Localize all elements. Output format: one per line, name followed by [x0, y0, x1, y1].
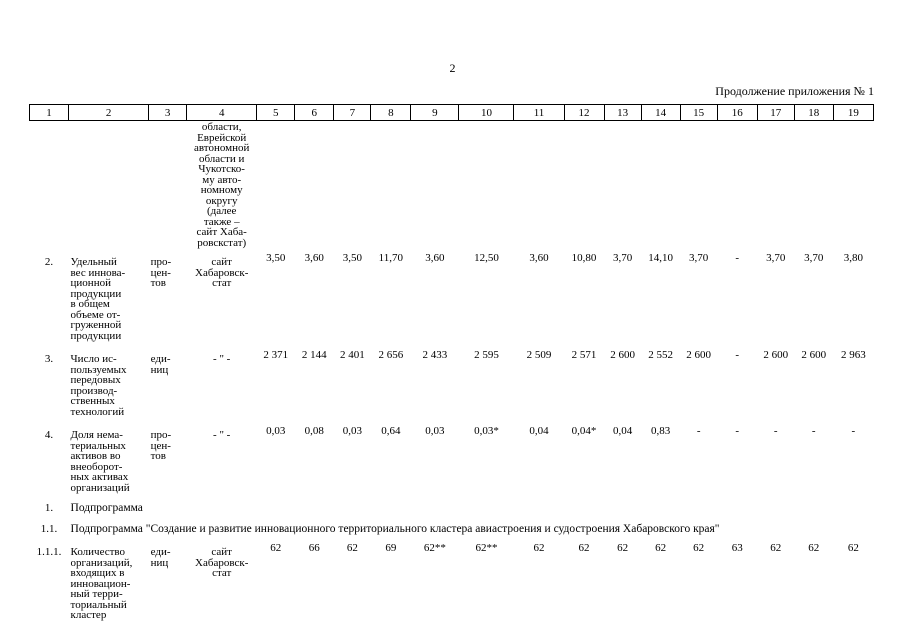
- section-row: [30, 522, 874, 543]
- value-cell: 0,83: [651, 425, 671, 437]
- indicator-name: Доля нема- териальных активов во внеоборот- ных активах организаций: [70, 429, 130, 494]
- value-cell: 2 552: [648, 349, 673, 361]
- value-cell: 62: [533, 542, 545, 554]
- header-cell: 9: [411, 105, 459, 121]
- section-number: 1.1.: [40, 522, 58, 535]
- value-cell: 3,70: [804, 252, 824, 264]
- indicator-name: Количество организаций, входящих в инновацион- ный терри- ториальный кластер: [70, 546, 133, 621]
- value-cell: 3,50: [342, 252, 362, 264]
- value-cell: 62: [346, 542, 358, 554]
- header-cell: 13: [604, 105, 641, 121]
- value-cell: 0,04*: [571, 425, 597, 437]
- header-cell: 6: [295, 105, 334, 121]
- value-cell: 11,70: [378, 252, 404, 264]
- table-row: [30, 252, 874, 349]
- header-row: [30, 105, 874, 121]
- value-cell: 3,70: [612, 252, 633, 264]
- value-cell: 2 600: [763, 349, 789, 361]
- value-cell: 2 571: [571, 349, 597, 361]
- value-cell: 2 371: [263, 349, 289, 361]
- header-cell: 19: [833, 105, 873, 121]
- value-cell: 2 595: [474, 349, 499, 361]
- page-number: 2: [449, 61, 456, 75]
- value-cell: -: [735, 425, 740, 437]
- value-cell: 62: [770, 542, 782, 554]
- table-row: [30, 349, 874, 425]
- continuation-label: Продолжение приложения № 1: [715, 84, 874, 98]
- value-cell: 3,60: [425, 252, 445, 264]
- value-cell: 62**: [423, 542, 446, 554]
- value-cell: 3,80: [843, 252, 864, 264]
- unit-cell: про- цен- тов: [150, 256, 172, 289]
- value-cell: 62: [270, 542, 282, 554]
- row-number: 2.: [44, 256, 54, 268]
- value-cell: 62: [808, 542, 820, 554]
- unit-cell: еди- ниц: [150, 546, 171, 569]
- header-cell: 2: [69, 105, 149, 121]
- value-cell: 0,03: [425, 425, 445, 437]
- value-cell: 2 401: [339, 349, 365, 361]
- header-cell: 18: [794, 105, 833, 121]
- header-cell: 16: [717, 105, 757, 121]
- value-cell: 14,10: [648, 252, 673, 264]
- header-cell: 1: [30, 105, 69, 121]
- header-cell: 4: [187, 105, 257, 121]
- value-cell: 0,64: [381, 425, 401, 437]
- unit-cell: еди- ниц: [150, 353, 171, 376]
- continued-row: [30, 121, 874, 253]
- value-cell: 2 144: [301, 349, 327, 361]
- unit-cell: про- цен- тов: [150, 429, 172, 462]
- value-cell: 2 509: [526, 349, 552, 361]
- value-cell: -: [735, 349, 740, 361]
- value-cell: 3,70: [766, 252, 786, 264]
- indicator-name: Удельный вес иннова- ционной продукции в общем объеме от- груженной продукции: [70, 256, 126, 342]
- table-row: [30, 542, 874, 629]
- header-cell: 7: [334, 105, 371, 121]
- value-cell: 0,03*: [474, 425, 499, 437]
- value-cell: 69: [385, 542, 397, 554]
- value-cell: -: [696, 425, 701, 437]
- header-cell: 3: [149, 105, 187, 121]
- source-cell: - " -: [213, 353, 231, 365]
- value-cell: 0,04: [529, 425, 549, 437]
- value-cell: -: [851, 425, 856, 437]
- header-cell: 15: [680, 105, 717, 121]
- value-cell: -: [773, 425, 778, 437]
- header-cell: 17: [757, 105, 794, 121]
- header-cell: 11: [514, 105, 564, 121]
- value-cell: 3,60: [529, 252, 549, 264]
- value-cell: 3,50: [266, 252, 286, 264]
- header-cell: 10: [459, 105, 514, 121]
- section-row: [30, 501, 874, 522]
- continued-source-cell: области, Еврейской автономной области и Чукотско- му авто- номному округу (далее также – сайт Хаба- ровскстат): [194, 121, 250, 249]
- value-cell: 63: [731, 542, 743, 554]
- header-cell: 14: [641, 105, 680, 121]
- value-cell: 62: [578, 542, 590, 554]
- section-number: 1.: [44, 502, 54, 514]
- table-row: [30, 425, 874, 501]
- value-cell: 3,70: [689, 252, 709, 264]
- value-cell: 62: [847, 542, 859, 554]
- value-cell: 12,50: [474, 252, 499, 264]
- value-cell: 2 600: [686, 349, 712, 361]
- source-cell: - " -: [213, 429, 231, 441]
- indicators-table: [29, 104, 874, 629]
- header-cell: 12: [564, 105, 604, 121]
- value-cell: 62: [693, 542, 705, 554]
- header-cell: 5: [257, 105, 295, 121]
- section-title: Подпрограмма: [70, 502, 143, 514]
- source-cell: сайт Хабаровск- стат: [195, 546, 249, 579]
- value-cell: 0,03: [266, 425, 286, 437]
- value-cell: 0,04: [612, 425, 633, 437]
- value-cell: 0,03: [342, 425, 362, 437]
- row-number: 3.: [44, 353, 54, 365]
- value-cell: 0,08: [304, 425, 324, 437]
- value-cell: 62: [655, 542, 667, 554]
- source-cell: сайт Хабаровск- стат: [195, 256, 249, 289]
- row-number: 4.: [44, 429, 54, 441]
- section-title: Подпрограмма "Создание и развитие инновационного территориального кластера авиастроения и судостроения Хабаровского края": [70, 522, 720, 535]
- indicator-name: Число ис- пользуемых передовых производ- ственных технологий: [70, 353, 127, 418]
- value-cell: -: [735, 252, 740, 264]
- value-cell: 10,80: [571, 252, 597, 264]
- value-cell: 2 600: [801, 349, 827, 361]
- value-cell: 66: [308, 542, 320, 554]
- value-cell: 2 433: [422, 349, 448, 361]
- value-cell: 2 656: [378, 349, 404, 361]
- value-cell: 2 963: [841, 349, 866, 361]
- value-cell: 3,60: [304, 252, 324, 264]
- value-cell: -: [811, 425, 816, 437]
- value-cell: 2 600: [610, 349, 635, 361]
- row-number: 1.1.1.: [36, 546, 62, 558]
- value-cell: 62**: [475, 542, 498, 554]
- header-cell: 8: [371, 105, 411, 121]
- value-cell: 62: [617, 542, 629, 554]
